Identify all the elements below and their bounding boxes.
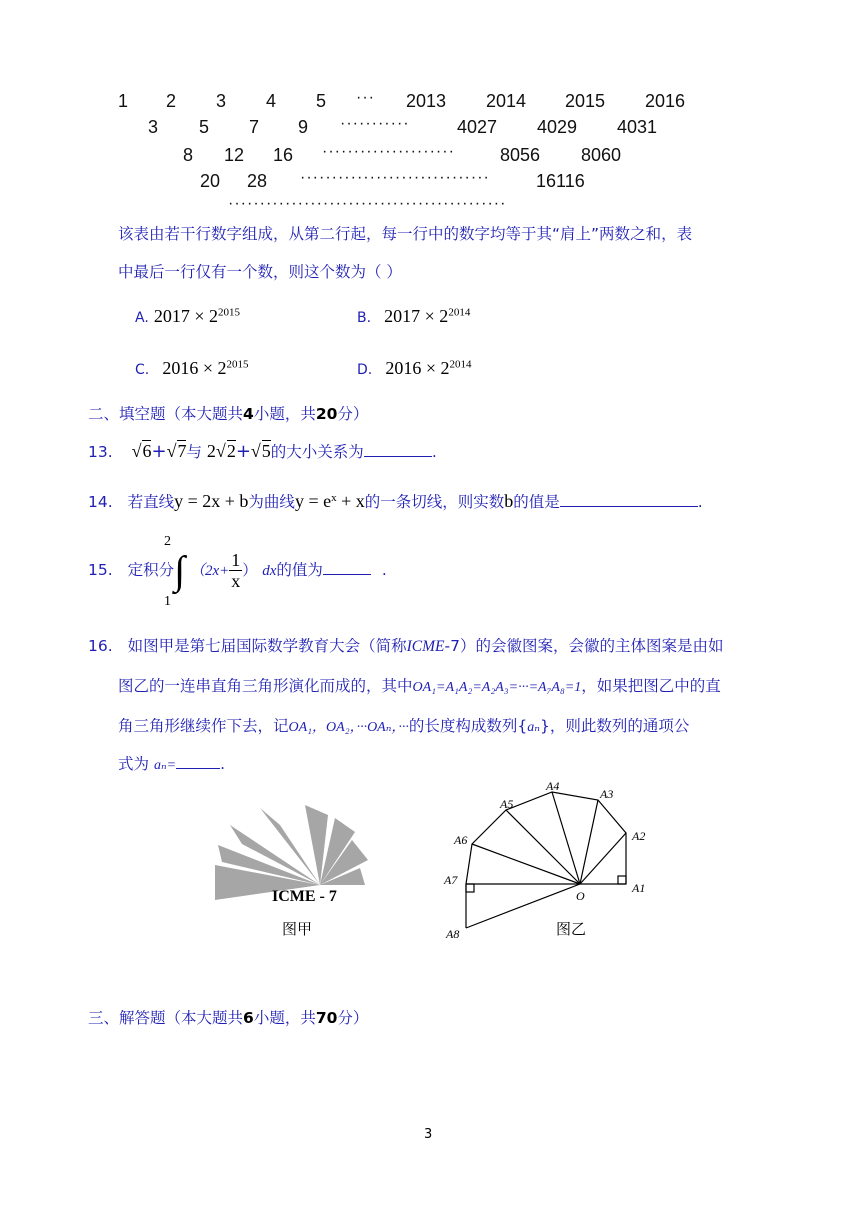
q13-end: . [431, 443, 437, 461]
q16-line2-a: 图乙的一连串直角三角形演化而成的，其中 [118, 677, 413, 695]
q15 [88, 547, 387, 593]
option-d-label: D. [357, 362, 373, 378]
section3-pre: 三、解答题（本大题共 [88, 1009, 244, 1027]
q15-integrand-pre: （2x+ [190, 563, 230, 579]
label-a7: A7 [444, 873, 458, 887]
q12-option-b [357, 306, 470, 327]
icme-logo-figure [210, 800, 380, 910]
section3-post: 分） [337, 1009, 369, 1027]
q14-p3: 的一条切线，则实数 [364, 493, 505, 511]
q13-plus-1: + [151, 441, 167, 462]
q13-a1: 6 [142, 441, 152, 461]
section2-pre: 二、填空题（本大题共 [88, 405, 244, 423]
option-c-label: C. [135, 362, 150, 378]
q16-line4-a: 式为 [118, 755, 150, 773]
section2-score: 20 [315, 405, 338, 423]
page-number: 3 [424, 1127, 433, 1142]
q13: 13. √6+√7与 2√2+√5的大小关系为 . [88, 441, 437, 462]
q13-b1: 2 [226, 441, 236, 461]
q16-answer-blank[interactable] [176, 768, 220, 769]
tri-r2-c1: 3 [148, 117, 159, 137]
label-a6: A6 [454, 833, 468, 847]
tri-r5-dots: ············································ [228, 195, 507, 212]
tri-r1-c5: 5 [316, 91, 327, 111]
tri-r3-c6: 8060 [581, 145, 622, 165]
option-b-base: 2017 × 2 [384, 306, 449, 326]
tri-r3-c5: 8056 [500, 145, 541, 165]
q15-upper-limit: 2 [164, 534, 171, 549]
option-d-base: 2016 × 2 [385, 358, 450, 378]
tri-r2-c7: 4029 [537, 117, 578, 137]
figure-yi-caption: 图乙 [556, 920, 587, 938]
tri-r2-c8: 4031 [617, 117, 658, 137]
q16-number: 16. [88, 637, 113, 655]
option-a-exp: 2015 [218, 306, 241, 319]
tri-r1-c10: 2016 [645, 91, 686, 111]
q16-line3-an: aₙ [527, 720, 540, 735]
q14-p4: 的值是 [513, 493, 560, 511]
q15-end: . [381, 561, 387, 579]
q14-end: . [697, 493, 703, 511]
q15-p2: 的值为 [276, 561, 323, 579]
q12-option-c [135, 358, 248, 379]
option-d-exp: 2014 [449, 358, 472, 371]
q13-number: 13. [88, 443, 113, 461]
q16-line3-a: 角三角形继续作下去，记 [118, 717, 289, 735]
q15-frac-num: 1 [231, 550, 241, 570]
q16-line1-b: -7）的会徽图案，会徽的主体图案是由如 [444, 637, 724, 655]
tri-r3-c1: 8 [183, 145, 194, 165]
option-a-base: 2017 × 2 [153, 306, 219, 326]
tri-r3-c2: 12 [224, 145, 245, 165]
tri-r3-dots: ····················· [322, 143, 455, 160]
tri-r3-c3: 16 [273, 145, 294, 165]
q13-plus-2: + [235, 441, 251, 462]
tri-r1-c2: 2 [166, 91, 177, 111]
section2-mid: 小题，共 [253, 405, 316, 423]
q14 [88, 490, 703, 512]
tri-r1-c8: 2014 [486, 91, 527, 111]
option-b-exp: 2014 [448, 306, 471, 319]
option-a-label: A. [135, 310, 149, 326]
q16-line4-end: . [220, 755, 226, 773]
icme-logo-shapes [215, 805, 368, 900]
icme-logo-title: ICME - 7 [272, 888, 337, 905]
q13-a2: 7 [177, 441, 187, 461]
q12-line2: 中最后一行仅有一个数，则这个数为（ ） [118, 263, 402, 281]
q14-curve-pre: y = e [294, 491, 332, 511]
q13-and: 与 [186, 443, 202, 461]
spiral-triangles-figure [440, 778, 660, 948]
q16-line3-c: }，则此数列的通项公 [539, 717, 690, 735]
q15-number: 15. [88, 561, 113, 579]
q13-b2: 5 [261, 441, 271, 461]
q16-line1-it: ICME [406, 638, 445, 655]
q14-p2: 为曲线 [248, 493, 295, 511]
q16-line3 [118, 714, 689, 736]
tri-r1-c4: 4 [266, 91, 277, 111]
q16-line1-a: 如图甲是第七届国际数学教育大会（简称 [127, 637, 407, 655]
q12-option-d [357, 358, 471, 379]
q15-answer-blank[interactable] [323, 574, 371, 575]
q16-line2-b: ，如果把图乙中的直 [581, 677, 721, 695]
tri-r2-c4: 9 [298, 117, 309, 137]
tri-r4-dots: ······························ [300, 169, 490, 186]
tri-r2-c6: 4027 [457, 117, 498, 137]
q15-frac-den: x [231, 571, 241, 591]
tri-r2-c3: 7 [249, 117, 260, 137]
option-c-base: 2016 × 2 [162, 358, 227, 378]
section3-count: 6 [243, 1009, 254, 1027]
q12-line1: 该表由若干行数字组成，从第二行起，每一行中的数字均等于其“肩上”两数之和，表 [118, 225, 693, 243]
figure-jia-caption: 图甲 [282, 920, 313, 938]
q13-b-coef: 2 [206, 441, 216, 461]
q16-line3-formula: OA₁，OA₂，···OAₙ，··· [288, 720, 409, 735]
q14-answer-blank[interactable] [560, 506, 698, 507]
q16-line3-b: 的长度构成数列{ [408, 717, 528, 735]
tri-r1-c9: 2015 [565, 91, 606, 111]
section2-heading [88, 402, 368, 424]
q15-lower-limit: 1 [164, 594, 171, 609]
option-c-exp: 2015 [226, 358, 249, 371]
tri-r2-c2: 5 [199, 117, 210, 137]
q16-line2 [118, 674, 721, 696]
q16-line2-formula: OA₁=A₁A₂=A₂A₃=···=A₇A₈=1 [412, 680, 582, 695]
q12-option-a [135, 306, 240, 327]
q14-p1: 若直线 [127, 493, 175, 511]
q15-p1: 定积分 [127, 561, 175, 579]
q16-line4-an: aₙ= [153, 758, 177, 773]
tri-r4-c2: 28 [247, 171, 268, 191]
label-a1: A1 [632, 881, 646, 895]
integral-sign: ∫ [174, 547, 186, 593]
tri-r1-dots: ··· [356, 89, 375, 106]
q14-curve-exp: x [331, 491, 337, 504]
q15-fraction [229, 550, 242, 591]
q15-integrand-post: ） [242, 563, 258, 579]
label-a8: A8 [446, 927, 460, 941]
label-a3: A3 [600, 787, 614, 801]
q15-dx: dx [262, 563, 277, 579]
section3-mid: 小题，共 [253, 1009, 316, 1027]
section3-heading [88, 1006, 368, 1028]
label-a4: A4 [546, 779, 560, 793]
tri-r4-c1: 20 [200, 171, 221, 191]
tri-r1-c7: 2013 [406, 91, 447, 111]
tri-r2-dots: ··········· [340, 115, 410, 132]
q14-curve-post: + x [336, 491, 365, 511]
q14-var: b [504, 491, 514, 511]
q14-number: 14. [88, 493, 113, 511]
tri-r1-c3: 3 [216, 91, 227, 111]
q13-answer-blank[interactable] [364, 456, 432, 457]
tri-r1-c1: 1 [118, 91, 129, 111]
label-a2: A2 [632, 829, 646, 843]
section3-score: 70 [315, 1009, 338, 1027]
q16-line1 [88, 634, 723, 656]
q14-line-eq: y = 2x + b [174, 491, 249, 511]
label-a5: A5 [500, 797, 514, 811]
q16-line4 [118, 752, 225, 774]
section2-count: 4 [243, 405, 254, 423]
section2-post: 分） [337, 405, 369, 423]
label-origin: O [576, 889, 585, 903]
q13-tail: 的大小关系为 [270, 443, 364, 461]
option-b-label: B. [357, 310, 372, 326]
tri-r4-c4: 16116 [536, 171, 585, 191]
